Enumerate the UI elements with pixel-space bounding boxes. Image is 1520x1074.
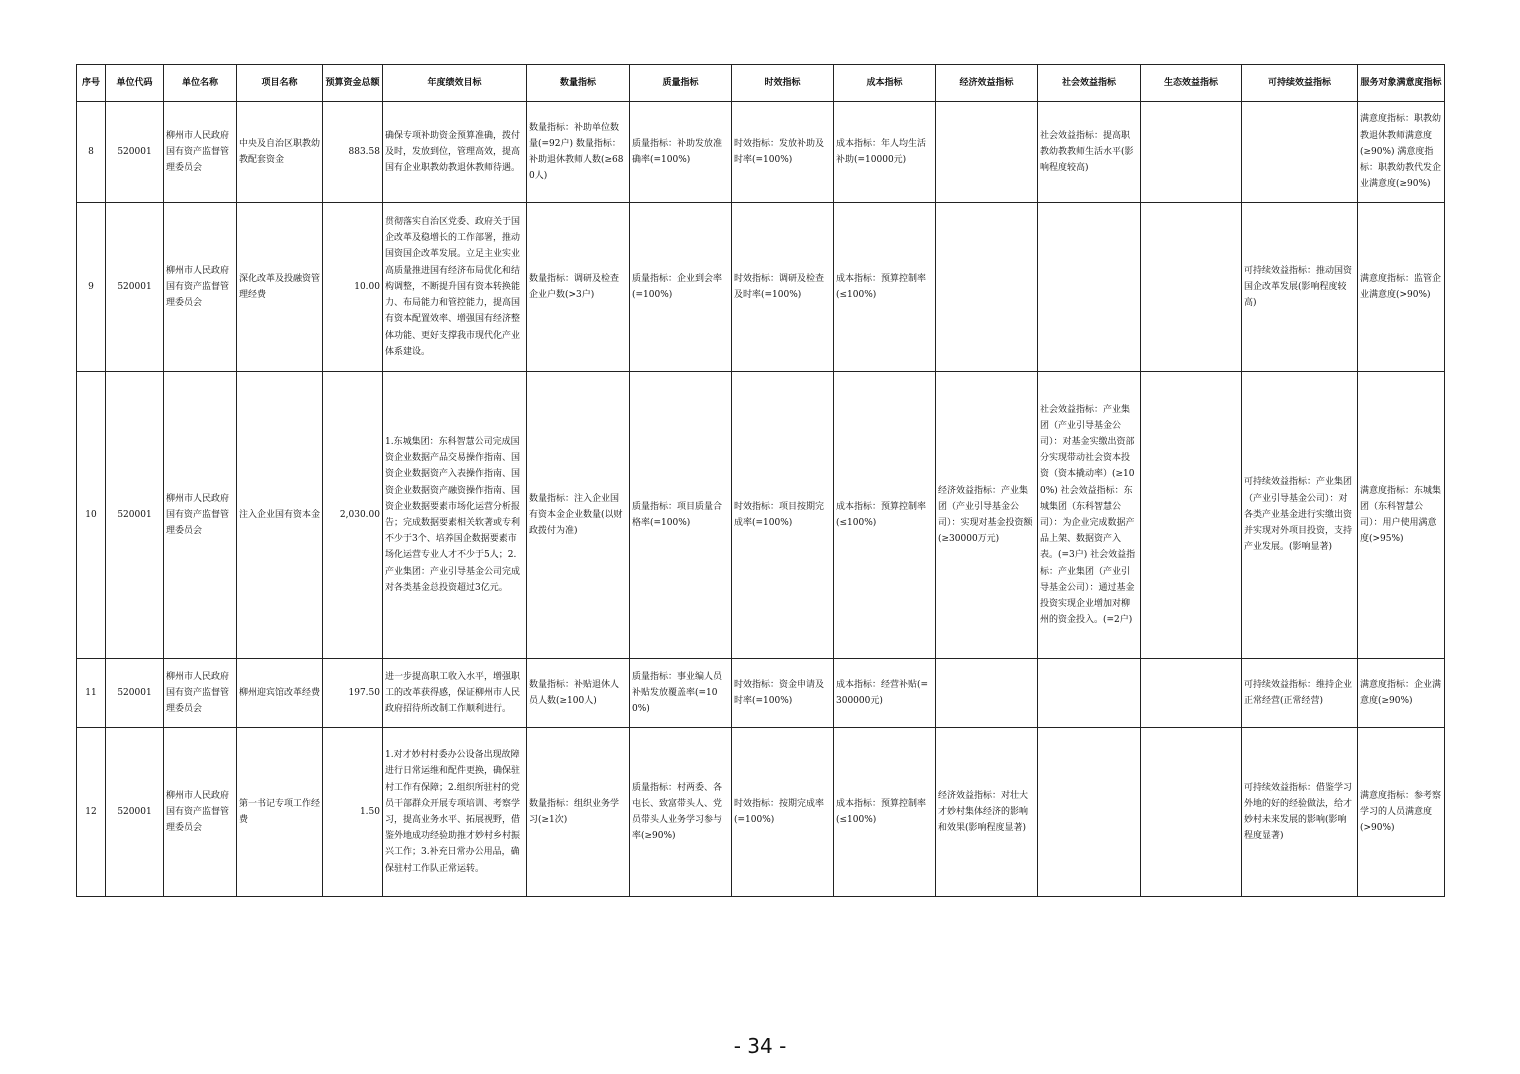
cell-cost: 成本指标：预算控制率(≤100%) [834, 372, 936, 659]
cell-goal: 确保专项补助资金预算准确，拨付及时，发放到位，管理高效，提高国有企业职教幼教退休教师待遇。 [383, 102, 527, 203]
cell-seq: 9 [77, 203, 106, 372]
header-cost: 成本指标 [834, 65, 936, 102]
cell-social [1038, 203, 1141, 372]
cell-economic [936, 203, 1038, 372]
cell-satisfaction: 满意度指标：东城集团（东科智慧公司）：用户使用满意度(>95%) [1358, 372, 1445, 659]
cell-sustainable: 可持续效益指标：维持企业正常经营(正常经营) [1242, 659, 1358, 728]
cell-code: 520001 [106, 372, 164, 659]
cell-ecological [1141, 203, 1242, 372]
cell-budget: 10.00 [323, 203, 383, 372]
cell-quality: 质量指标：村两委、各屯长、致富带头人、党员带头人业务学习参与率(≥90%) [630, 728, 732, 897]
cell-economic: 经济效益指标：产业集团（产业引导基金公司）：实现对基金投资额(≥30000万元) [936, 372, 1038, 659]
cell-budget: 2,030.00 [323, 372, 383, 659]
cell-satisfaction: 满意度指标：职教幼教退休教师满意度(≥90%) 满意度指标：职教幼教代发企业满意度(≥90%) [1358, 102, 1445, 203]
table-row [77, 659, 1445, 728]
cell-ecological [1141, 102, 1242, 203]
cell-project: 注入企业国有资本金 [237, 372, 323, 659]
cell-seq: 11 [77, 659, 106, 728]
cell-cost: 成本指标：预算控制率(≤100%) [834, 203, 936, 372]
table-row [77, 728, 1445, 897]
header-quality: 质量指标 [630, 65, 732, 102]
cell-project: 第一书记专项工作经费 [237, 728, 323, 897]
table-row [77, 102, 1445, 203]
cell-timeliness: 时效指标：资金申请及时率(=100%) [732, 659, 834, 728]
cell-goal: 进一步提高职工收入水平，增强职工的改革获得感，保证柳州市人民政府招待所改制工作顺利进行。 [383, 659, 527, 728]
header-timeliness: 时效指标 [732, 65, 834, 102]
cell-cost: 成本指标：经营补贴(=300000元) [834, 659, 936, 728]
cell-economic: 经济效益指标：对壮大才妙村集体经济的影响和效果(影响程度显著) [936, 728, 1038, 897]
cell-timeliness: 时效指标：按期完成率(=100%) [732, 728, 834, 897]
cell-timeliness: 时效指标：调研及检查及时率(=100%) [732, 203, 834, 372]
cell-cost: 成本指标：预算控制率(≤100%) [834, 728, 936, 897]
cell-unit: 柳州市人民政府国有资产监督管理委员会 [164, 728, 237, 897]
cell-quality: 质量指标：补助发放准确率(=100%) [630, 102, 732, 203]
header-code: 单位代码 [106, 65, 164, 102]
cell-timeliness: 时效指标：项目按期完成率(=100%) [732, 372, 834, 659]
cell-quality: 质量指标：企业到会率(=100%) [630, 203, 732, 372]
cell-goal: 1.东城集团：东科智慧公司完成国资企业数据产品交易操作指南、国资企业数据资产入表操作指南、国资企业数据资产融资操作指南、国资企业数据要素市场化运营分析报告；完成数据要素相关软著或专利不少于3个、培养国企数据要素市场化运营专业人才不少于5人；2.产业集团：产业引导基金公司完成对各类基金总投资超过3亿元。 [383, 372, 527, 659]
header-sustainable: 可持续效益指标 [1242, 65, 1358, 102]
header-project: 项目名称 [237, 65, 323, 102]
header-quantity: 数量指标 [527, 65, 630, 102]
cell-project: 柳州迎宾馆改革经费 [237, 659, 323, 728]
cell-social: 社会效益指标：提高职教幼教教师生活水平(影响程度较高) [1038, 102, 1141, 203]
cell-budget: 1.50 [323, 728, 383, 897]
cell-social [1038, 659, 1141, 728]
cell-sustainable [1242, 102, 1358, 203]
header-row [77, 65, 1445, 102]
table-row [77, 372, 1445, 659]
cell-economic [936, 102, 1038, 203]
cell-sustainable: 可持续效益指标：产业集团（产业引导基金公司）：对各类产业基金进行实缴出资并实现对外项目投资，支持产业发展。(影响显著) [1242, 372, 1358, 659]
cell-satisfaction: 满意度指标：参考察学习的人员满意度(>90%) [1358, 728, 1445, 897]
cell-seq: 10 [77, 372, 106, 659]
cell-quantity: 数量指标：补助单位数量(=92户) 数量指标：补助退休教师人数(≥680人) [527, 102, 630, 203]
cell-budget: 883.58 [323, 102, 383, 203]
cell-unit: 柳州市人民政府国有资产监督管理委员会 [164, 372, 237, 659]
cell-social: 社会效益指标：产业集团（产业引导基金公司）：对基金实缴出资部分实现带动社会资本投资（资本撬动率）(≥100%) 社会效益指标：东城集团（东科智慧公司）：为企业完成数据产品上架、数据资产入表。(=3户) 社会效益指标：产业集团（产业引导基金公司）：通过基金投资实现企业增加对柳州的资金投入。(=2户) [1038, 372, 1141, 659]
header-economic: 经济效益指标 [936, 65, 1038, 102]
cell-project: 中央及自治区职教幼教配套资金 [237, 102, 323, 203]
header-ecological: 生态效益指标 [1141, 65, 1242, 102]
cell-timeliness: 时效指标：发放补助及时率(=100%) [732, 102, 834, 203]
header-budget: 预算资金总额 [323, 65, 383, 102]
cell-quality: 质量指标：事业编人员补贴发放覆盖率(=100%) [630, 659, 732, 728]
performance-table [76, 64, 1445, 897]
cell-code: 520001 [106, 102, 164, 203]
header-satisfaction: 服务对象满意度指标 [1358, 65, 1445, 102]
cell-cost: 成本指标：年人均生活补助(=10000元) [834, 102, 936, 203]
cell-satisfaction: 满意度指标：监管企业满意度(>90%) [1358, 203, 1445, 372]
cell-ecological [1141, 659, 1242, 728]
cell-seq: 12 [77, 728, 106, 897]
cell-ecological [1141, 372, 1242, 659]
page-number: - 34 - [733, 1034, 787, 1058]
cell-unit: 柳州市人民政府国有资产监督管理委员会 [164, 102, 237, 203]
header-goal: 年度绩效目标 [383, 65, 527, 102]
cell-social [1038, 728, 1141, 897]
cell-budget: 197.50 [323, 659, 383, 728]
cell-unit: 柳州市人民政府国有资产监督管理委员会 [164, 659, 237, 728]
cell-seq: 8 [77, 102, 106, 203]
cell-satisfaction: 满意度指标：企业满意度(≥90%) [1358, 659, 1445, 728]
header-unit: 单位名称 [164, 65, 237, 102]
cell-unit: 柳州市人民政府国有资产监督管理委员会 [164, 203, 237, 372]
cell-economic [936, 659, 1038, 728]
table-row [77, 203, 1445, 372]
header-social: 社会效益指标 [1038, 65, 1141, 102]
header-seq: 序号 [77, 65, 106, 102]
cell-goal: 贯彻落实自治区党委、政府关于国企改革及稳增长的工作部署，推动国资国企改革发展。立足主业实业高质量推进国有经济布局优化和结构调整，不断提升国有资本转换能力、布局能力和管控能力，提高国有资本配置效率、增强国有经济整体功能、更好支撑我市现代化产业体系建设。 [383, 203, 527, 372]
cell-code: 520001 [106, 728, 164, 897]
cell-goal: 1.对才妙村村委办公设备出现故障进行日常运维和配件更换，确保驻村工作有保障；2.组织所驻村的党员干部群众开展专项培训、考察学习，提高业务水平、拓展视野，借鉴外地成功经验助推才妙村乡村振兴工作；3.补充日常办公用品，确保驻村工作队正常运转。 [383, 728, 527, 897]
cell-quality: 质量指标：项目质量合格率(=100%) [630, 372, 732, 659]
cell-quantity: 数量指标：补贴退休人员人数(≥100人) [527, 659, 630, 728]
cell-ecological [1141, 728, 1242, 897]
cell-quantity: 数量指标：注入企业国有资本金企业数量(以财政拨付为准) [527, 372, 630, 659]
cell-code: 520001 [106, 659, 164, 728]
cell-project: 深化改革及投融资管理经费 [237, 203, 323, 372]
cell-code: 520001 [106, 203, 164, 372]
cell-sustainable: 可持续效益指标：借鉴学习外地的好的经验做法，给才妙村未来发展的影响(影响程度显著) [1242, 728, 1358, 897]
cell-sustainable: 可持续效益指标：推动国资国企改革发展(影响程度较高) [1242, 203, 1358, 372]
cell-quantity: 数量指标：调研及检查企业户数(>3户) [527, 203, 630, 372]
cell-quantity: 数量指标：组织业务学习(≥1次) [527, 728, 630, 897]
